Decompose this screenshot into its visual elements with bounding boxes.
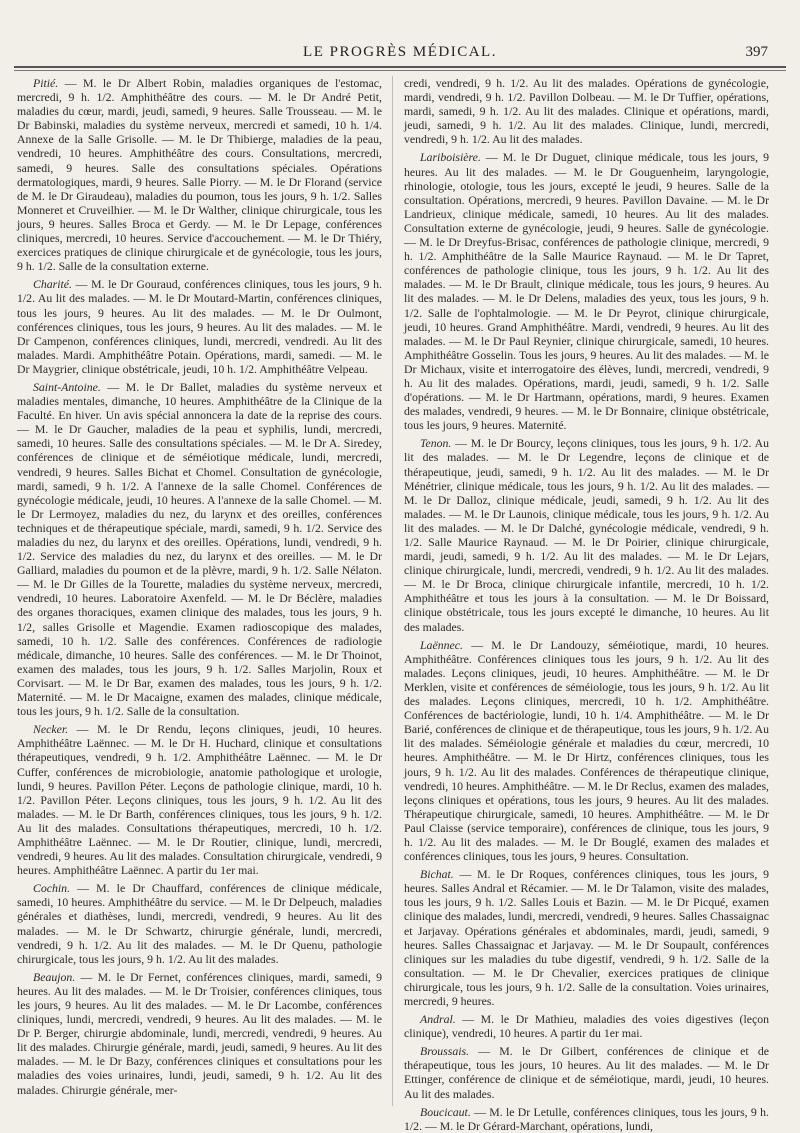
entry-text: — M. le Dr Roques, conférences cliniques, tous les jours, 9 heures. Salles Andral et Récamier. — M. le Dr Talamon, visite des malades, tous les jours, 9 h. 1/2. Salles Louis et Bazin. — M. le Dr Picqué, examen clinique des malades, lundi, mercredi, vendredi, 9 heures. Salles Chassaignac et Jarjavay. Opérations générales et abdominales, mardi, jeudi, samedi, 9 heures. Salles Chassaignac et Jarjavay. — M. le Dr Soupault, conférences cliniques sur les maladies du tube digestif, vendredi, 9 h. 1/2. Salle de la consultation. — M. le Dr Chevalier, exercices pratiques de clinique chirurgicale, tous les jours, 9 h. 1/2. Salle de la consultation. Voies urinaires, mercredi, 9 heures.: [404, 867, 769, 1008]
page-number: 397: [745, 44, 768, 60]
entry-text: — M. le Dr Landouzy, séméiotique, mardi, 10 heures. Amphithéâtre. Conférences cliniques tous les jours, 9 h. 1/2. Au lit des malades. Leçons cliniques, jeudi, 10 heures. Amphithéâtre. — M. le Dr Merklen, visite et conférences de séméiologie, tous les jours, 9 h. 1/2. Au lit des malades. Leçons cliniques, mercredi, 10 h. 1/2. Amphithéâtre. Conférences de bactériologie, lundi, 10 h. 1/4. Amphithéâtre. — M. le Dr Barié, conférences de clinique et de thérapeutique, tous les jours, 9 h. 1/2. Au lit des malades. Séméiologie générale et maladies du cœur, mercredi, 10 heures. Amphithéâtre. — M. le Dr Hirtz, conférences cliniques, tous les jours, 9 h. 1/2. Au lit des malades. Conférences de thérapeutique clinique, vendredi, 10 heures. Amphithéâtre. — M. le Dr Reclus, examen des malades, leçons cliniques et opérations, tous les jours, 9 heures. Au lit des malades. Thérapeutique chirurgicale, samedi, 10 heures. Amphithéâtre. — M. le Dr Paul Claisse (service temporaire), conférences de clinique, tous les jours, 9 h. 1/2. Au lit des malades. — M. le Dr Bouglé, examen des malades et conférences cliniques, tous les jours, 9 heures. Consultation.: [404, 637, 769, 864]
hospital-name: Necker.: [33, 722, 69, 737]
entry-beaujon-continued: [404, 76, 769, 146]
entry-text: — M. le Dr Albert Robin, maladies organiques de l'estomac, mercredi, 9 h. 1/2. Amphithéâtre des cours. — M. le Dr André Petit, maladies du cœur, mardi, jeudi, samedi, 9 heures. Salle Trousseau. — M. le Dr Babinski, maladies du système nerveux, mercredi et samedi, 10 h. 1/4. Annexe de la Salle Grisolle. — M. le Dr Thibierge, maladies de la peau, vendredi, 10 heures. Amphithéâtre des cours. Consultations, mercredi, samedi, 9 heures. Salle des consultations spéciales. Opérations dermatologiques, mardi, 9 heures. Salle Piorry. — M. le Dr Florand (service de M. le Dr Giraudeau), maladies du poumon, tous les jours, 9 h. 1/2. Salles Monneret et Cruveilhier. — M. le Dr Walther, clinique chirurgicale, tous les jours, 9 heures. Salles Broca et Gerdy. — M. le Dr Lepage, conférences cliniques, mercredi, 10 heures. Service d'accouchement. — M. le Dr Thiéry, exercices pratiques de clinique chirurgicale et de gynécologie, tous les jours, 9 h. 1/2. Salle de la consultation externe.: [17, 76, 382, 274]
entry-charite: [17, 277, 382, 376]
entry-text: — M. le Dr Gouraud, conférences cliniques, tous les jours, 9 h. 1/2. Au lit des malades. — M. le Dr Moutard-Martin, conférences cliniques, tous les jours, 9 heures. Au lit des malades. — M. le Dr Oulmont, conférences cliniques, tous les jours, 9 heures. Au lit des malades. — M. le Dr Campenon, conférences cliniques, lundi, mercredi, vendredi. Au lit des malades. Mardi. Amphithéâtre Potain. Opérations, mardi, samedi. — M. le Dr Maygrier, clinique obstétricale, jeudi, 10 h. 1/2. Amphithéâtre Velpeau.: [17, 277, 382, 376]
hospital-name: Laënnec.: [420, 637, 463, 652]
entry-laennec: [404, 638, 769, 864]
entry-necker: [17, 722, 382, 877]
hospital-name: Charité.: [33, 277, 72, 292]
entry-andral: [404, 1012, 769, 1040]
entry-tenon: [404, 436, 769, 633]
hospital-name: Pitié.: [33, 76, 59, 90]
hospital-name: Lariboisière.: [420, 150, 481, 165]
hospital-name: Tenon.: [420, 436, 452, 451]
entry-text: — M. le Dr Rendu, leçons cliniques, jeudi, 10 heures. Amphithéâtre Laënnec. — M. le Dr H. Huchard, clinique et consultations thérapeutiques, vendredi, 9 h. 1/2. Amphithéâtre Laënnec. — M. le Dr Cuffer, conférences de microbiologie, anatomie pathologique et urologie, lundi, 9 heures. Pavillon Péter. Leçons de pathologie clinique, mardi, 10 h. 1/2. Pavillon Péter. Leçons cliniques, tous les jours, 9 h. 1/2. Au lit des malades. — M. le Dr Barth, conférences cliniques, tous les jours, 9 h. 1/2. Au lit des malades. Consultations thérapeutiques, mercredi, 10 h. 1/2. Amphithéâtre Laënnec. — M. le Dr Routier, clinique, lundi, mercredi, vendredi, 9 heures. Au lit des malades. Consultation chirurgicale, vendredi, 9 heures. Amphithéâtre Laënnec. A partir du 1er mai.: [17, 722, 382, 878]
journal-title: LE PROGRÈS MÉDICAL.: [303, 44, 497, 60]
hospital-name: Boucicaut.: [420, 1104, 471, 1119]
entry-text: — M. le Dr Gilbert, conférences de clinique et de thérapeutique, tous les jours, 10 heures. Au lit des malades. — M. le Dr Ettinger, conférence de clinique et de séméiotique, mardi, jeudi, 10 heures. Au lit des malades.: [404, 1044, 769, 1101]
hospital-name: Andral.: [420, 1012, 456, 1027]
entry-bichat: [404, 867, 769, 1008]
entry-text: — M. le Dr Chauffard, conférences de clinique médicale, samedi, 10 heures. Amphithéâtre du service. — M. le Dr Delpeuch, maladies générales et diathèses, lundi, mercredi, vendredi, 9 heures. Au lit des malades. — M. le Dr Schwartz, chirurgie générale, lundi, mercredi, vendredi, 9 h. 1/2. Au lit des malades. — M. le Dr Quenu, pathologie chirurgicale, tous les jours, 9 h. 1/2. Au lit des malades.: [17, 881, 382, 966]
entry-text: credi, vendredi, 9 h. 1/2. Au lit des malades. Opérations de gynécologie, mardi, vendredi, 9 h. 1/2. Pavillon Dolbeau. — M. le Dr Tuffier, opérations, mardi, samedi, 9 h. 1/2. Au lit des malades. Clinique et opérations, mardi, jeudi, samedi, 9 h. 1/2. Au lit des malades. Clinique, lundi, mercredi, vendredi, 9 h. 1/2. Au lit des malades.: [404, 76, 769, 147]
entry-cochin: [17, 881, 382, 966]
entry-lariboisiere: [404, 150, 769, 432]
entry-pitie: [17, 76, 382, 273]
left-column: [17, 76, 382, 1106]
page-header: [0, 0, 800, 66]
entry-text: — M. le Dr Mathieu, maladies des voies digestives (leçon clinique), vendredi, 10 heures. A partir du 1er mai.: [404, 1012, 769, 1041]
hospital-name: Bichat.: [420, 867, 454, 882]
hospital-name: Broussais.: [420, 1044, 470, 1059]
entry-broussais: [404, 1044, 769, 1100]
entry-text: — M. le Dr Duguet, clinique médicale, tous les jours, 9 heures. Au lit des malades. — M. le Dr Gouguenheim, laryngologie, rhinologie, otologie, tous les jours, excepté le jeudi, 9 heures. Salle de la consultation. Opérations, mercredi, 9 heures. Pavillon Davaine. — M. le Dr Landrieux, clinique médicale, samedi, 10 heures. Au lit des malades. Consultation externe de gynécologie, jeudi, 9 heures. Salle de gynécologie. — M. le Dr Dreyfus-Brisac, conférences de pathologie clinique, mercredi, 9 h. 1/2. Amphithéâtre de la Salle Maurice Raynaud. — M. le Dr Tapret, conférences de pathologie clinique, tous les jours, 9 h. 1/2. Au lit des malades. — M. le Dr Brault, clinique médicale, tous les jours, 9 heures. Au lit des malades. — M. le Dr Delens, maladies des yeux, tous les jours, 9 h. 1/2. Salle de l'ophtalmologie. — M. le Dr Peyrot, clinique chirurgicale, jeudi, 10 heures. Grand Amphithéâtre. Mardi, vendredi, 9 heures. Au lit des malades. — M. le Dr Paul Reynier, clinique chirurgicale, samedi, 10 heures. Amphithéâtre Gosselin. Tous les jours, 9 heures. Au lit des malades. — M. le Dr Michaux, visite et interrogatoire des élèves, lundi, mercredi, vendredi, 9 h. Au lit des malades. Opérations, mardi, jeudi, samedi, 9 h. 1/2. Salle d'opérations. — M. le Dr Hartmann, opérations, mardi, 9 heures. Examen des malades, vendredi, 9 heures. — M. le Dr Bonnaire, clinique obstétricale, tous les jours, 9 heures. Maternité.: [404, 150, 769, 433]
header-rule: [14, 66, 786, 68]
header-rule-thin: [14, 70, 786, 71]
entry-text: — M. le Dr Ballet, maladies du système nerveux et maladies mentales, dimanche, 10 heures. Amphithéâtre de la Clinique de la Faculté. En hiver. Un avis spécial annoncera la date de la reprise des cours. — M. le Dr Gaucher, maladies de la peau et syphilis, lundi, mercredi, samedi, 10 heures. Salle des consultations spéciales. — M. le Dr A. Siredey, conférences de clinique et de séméiotique médicale, lundi, mercredi, vendredi, 9 heures. Salles Bichat et Chomel. Consultation de gynécologie, mardi, samedi, 9 h. 1/2. A l'annexe de la salle Chomel. Conférences de gynécologie médicale, jeudi, 10 heures. A l'annexe de la salle Chomel. — M. le Dr Lermoyez, maladies du nez, du larynx et des oreilles, conférences techniques et de thérapeutique spéciale, mardi, samedi, 9 h. 1/2. Service des maladies du nez, du larynx et des oreilles. Opérations, lundi, vendredi, 9 h. 1/2. Service des maladies du nez, du larynx et des oreilles. — M. le Dr Galliard, maladies du poumon et de la plèvre, mardi, 9 h. 1/2. Salle Nélaton. — M. le Dr Gilles de la Tourette, maladies du système nerveux, mercredi, vendredi, 10 heures. Laboratoire Axenfeld. — M. le Dr Béclère, maladies des organes thoraciques, examen clinique des malades, tous les jours, 9 h. 1/2, salles Grisolle et Magendie. Examen radioscopique des malades, samedi, 10 h. 1/2. Salle des conférences. Conférences de radiologie médicale, dimanche, 10 heures. Salle des conférences. — M. le Dr Thoinot, examen des malades, tous les jours, 9 h. 1/2. Salles Marjolin, Roux et Corvisart. — M. le Dr Bar, examen des malades, tous les jours, 9 h. 1/2. Maternité. — M. le Dr Macaigne, examen des malades, clinique médicale, tous les jours, 9 h. 1/2. Salle de la consultation.: [17, 379, 382, 719]
entry-beaujon: [17, 970, 382, 1097]
right-column: [404, 76, 769, 1133]
entry-text: — M. le Dr Bourcy, leçons cliniques, tous les jours, 9 h. 1/2. Au lit des malades. — M. le Dr Legendre, leçons de clinique et de thérapeutique, jeudi, samedi, 9 h. 1/2. Au lit des malades. — M. le Dr Ménétrier, clinique médicale, tous les jours, 9 h. 1/2. Au lit des malades. — M. le Dr Dalloz, clinique médicale, jeudi, samedi, 9 h. 1/2. Au lit des malades. — M. le Dr Launois, clinique médicale, tous les jours, 9 h. 1/2. Au lit des malades. — M. le Dr Dalché, gynécologie médicale, vendredi, 9 h. 1/2. Salle Maurice Raynaud. — M. le Dr Poirier, clinique chirurgicale, mardi, jeudi, samedi, 9 h. 1/2. Au lit des malades. — M. le Dr Lejars, clinique chirurgicale, lundi, mercredi, vendredi, 9 h. 1/2. Au lit des malades. — M. le Dr Broca, clinique chirurgicale infantile, mercredi, 10 h. 1/2. Amphithéâtre et tous les jours à la consultation. — M. le Dr Boissard, clinique obstétricale, tous les jours excepté le dimanche, 10 heures. Au lit des malades.: [404, 436, 769, 634]
entry-boucicaut: [404, 1105, 769, 1133]
hospital-name: Cochin.: [33, 881, 71, 896]
entry-text: — M. le Dr Fernet, conférences cliniques, mardi, samedi, 9 heures. Au lit des malades. — M. le Dr Troisier, conférences cliniques, tous les jours, 9 heures. Au lit des malades. — M. le Dr Lacombe, conférences cliniques, lundi, mercredi, vendredi, 9 heures. Au lit des malades. — M. le Dr P. Berger, chirurgie abdominale, lundi, mercredi, vendredi, 9 heures. Au lit des malades. Chirurgie générale, mardi, jeudi, samedi, 9 heures. Au lit des malades. — M. le Dr Bazy, conférences cliniques et consultations pour les maladies des voies urinaires, lundi, jeudi, samedi, 9 h. 1/2. Au lit des malades. Chirurgie générale, mer-: [17, 969, 382, 1097]
entry-text: — M. le Dr Letulle, conférences cliniques, tous les jours, 9 h. 1/2. — M. le Dr Gérard-Marchant, opérations, lundi,: [404, 1104, 769, 1133]
entry-saint-antoine: [17, 380, 382, 718]
hospital-name: Saint-Antoine.: [33, 379, 101, 394]
hospital-name: Beaujon.: [33, 969, 76, 984]
column-divider: [392, 76, 393, 1106]
